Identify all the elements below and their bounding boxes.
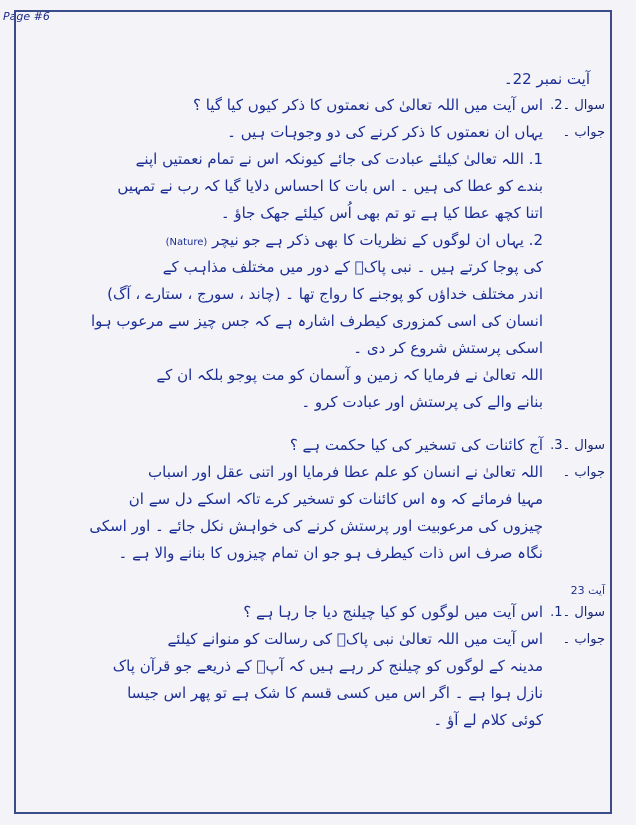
answer-point-2-line: انسان کی اسی کمزوری کیطرف اشارہ ہے کہ جس چیز سے مرعوب ہوا [90,312,543,330]
answer-label: جواب ۔ [562,125,605,140]
answer-text: یہاں ان نعمتوں کا ذکر کرنے کی دو وجوہات ہیں ۔ [227,123,543,141]
question-label: سوال ۔1. [550,605,605,620]
question-label: سوال ۔3. [550,438,605,453]
page-number-label: Page #6 [3,10,50,23]
question-text: اس آیت میں اللہ تعالیٰ کی نعمتوں کا ذکر کیوں کیا گیا ؟ [193,96,543,114]
answer-label: جواب ۔ [562,465,605,480]
question-3 [30,432,605,459]
ayat-22-heading: آیت نمبر 22۔ [503,70,590,88]
answer-point-2-line: اسکی پرستش شروع کر دی ۔ [353,339,543,357]
answer-point-2-line [30,227,605,254]
answer-1-line [30,626,605,653]
question-label: سوال ۔2. [550,98,605,113]
answer-point-2-line: اندر مختلف خداؤں کو پوجنے کا رواج تھا ۔ (چاند ، سورج ، ستارے ، آگ) [107,285,543,303]
answer-point-2-line: اللہ تعالیٰ نے فرمایا کہ زمین و آسمان کو مت پوجو بلکہ ان کے [156,366,543,384]
answer-point-2-line: کی پوجا کرتے ہیں ۔ نبی پاکؐ کے دور میں مختلف مذاہب کے [162,258,543,276]
question-text: اس آیت میں لوگوں کو کیا چیلنج دیا جا رہا ہے ؟ [243,603,543,621]
answer-3-line [30,459,605,486]
question-2 [30,92,605,119]
answer-text: اس آیت میں اللہ تعالیٰ نبی پاکؐ کی رسالت کو منوانے کیلئے [167,630,543,648]
answer-1-line: مدینہ کے لوگوں کو چیلنج کر رہے ہیں کہ آپؐ کے ذریعے جو قرآن پاک [112,657,543,675]
worksheet-content [30,66,605,734]
answer-point-2-text: 2. یہاں ان لوگوں کے نظریات کا بھی ذکر ہے جو نیچر [212,231,543,249]
answer-3-line: مہیا فرمائے کہ وہ اس کائنات کو تسخیر کرے تاکہ اسکے دل سے ان [128,490,543,508]
ayat-23-heading: آیت 23 [570,584,605,597]
answer-3-line: نگاہ صرف اس ذات کیطرف ہو جو ان تمام چیزوں کا بنانے والا ہے ۔ [118,544,543,562]
answer-text: اللہ تعالیٰ نے انسان کو علم عطا فرمایا اور اتنی عقل اور اسباب [148,463,543,481]
answer-label: جواب ۔ [562,632,605,647]
answer-point-2-line: بنانے والے کی پرستش اور عبادت کرو ۔ [301,393,543,411]
question-1 [30,599,605,626]
answer-1-line: نازل ہوا ہے ۔ اگر اس میں کسی قسم کا شک ہے تو پھر اس جیسا [127,684,543,702]
nature-word: (Nature) [165,237,208,248]
answer-point-1-line: اتنا کچھ عطا کیا ہے تو تم بھی اُس کیلئے جھک جاؤ ۔ [220,204,543,222]
answer-3-line: چیزوں کی مرعوبیت اور پرستش کرنے کی خواہش نکل جائے ۔ اور اسکی [89,517,543,535]
answer-2-intro [30,119,605,146]
answer-1-line: کوئی کلام لے آؤ ۔ [433,711,543,729]
answer-point-1-line: بندے کو عطا کی ہیں ۔ اس بات کا احساس دلایا گیا کہ رب نے تمہیں [117,177,543,195]
answer-point-1-line: 1. اللہ تعالیٰ کیلئے عبادت کی جائے کیونکہ اس نے تمام نعمتیں اپنے [135,150,543,168]
question-text: آج کائنات کی تسخیر کی کیا حکمت ہے ؟ [289,436,543,454]
